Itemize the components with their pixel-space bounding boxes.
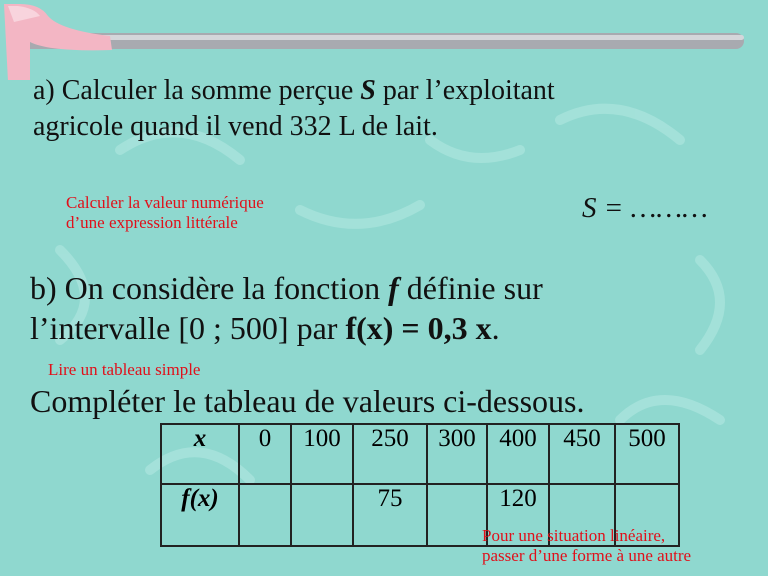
function-f: f bbox=[388, 270, 399, 306]
x-cell: 0 bbox=[239, 424, 291, 484]
header-x: x bbox=[161, 424, 239, 484]
question-b-line2: l’intervalle [0 ; 500] par f(x) = 0,3 x. bbox=[30, 310, 500, 346]
fx-cell[interactable] bbox=[427, 484, 487, 546]
x-cell: 250 bbox=[353, 424, 427, 484]
fx-cell[interactable]: 75 bbox=[353, 484, 427, 546]
header-fx: f(x) bbox=[161, 484, 239, 546]
question-a bbox=[33, 73, 555, 145]
x-cell: 450 bbox=[549, 424, 615, 484]
x-cell: 500 bbox=[615, 424, 679, 484]
slide-title-bar bbox=[0, 0, 768, 80]
question-a-line1: a) Calculer la somme perçue S par l’exploitant bbox=[33, 75, 555, 106]
x-cell: 400 bbox=[487, 424, 549, 484]
table-row-x bbox=[161, 424, 679, 484]
variable-s: S bbox=[360, 75, 376, 106]
formula: f(x) = 0,3 x bbox=[345, 310, 492, 346]
question-a-line2: agricole quand il vend 332 L de lait. bbox=[33, 111, 438, 142]
question-c: Compléter le tableau de valeurs ci-dessous. bbox=[30, 383, 585, 419]
answer-s: S = ……… bbox=[582, 192, 708, 224]
x-cell: 300 bbox=[427, 424, 487, 484]
note-read-table: Lire un tableau simple bbox=[48, 360, 201, 379]
question-b bbox=[30, 268, 543, 348]
note-numeric-value: Calculer la valeur numérique d’une expression littérale bbox=[66, 193, 264, 232]
fx-cell[interactable] bbox=[291, 484, 353, 546]
fx-cell[interactable]: 120 bbox=[487, 484, 549, 546]
question-b-line1: b) On considère la fonction f définie sur bbox=[30, 270, 543, 306]
note-linear-situation: Pour une situation linéaire, passer d’une forme à une autre bbox=[482, 526, 692, 565]
x-cell: 100 bbox=[291, 424, 353, 484]
fx-cell[interactable] bbox=[239, 484, 291, 546]
